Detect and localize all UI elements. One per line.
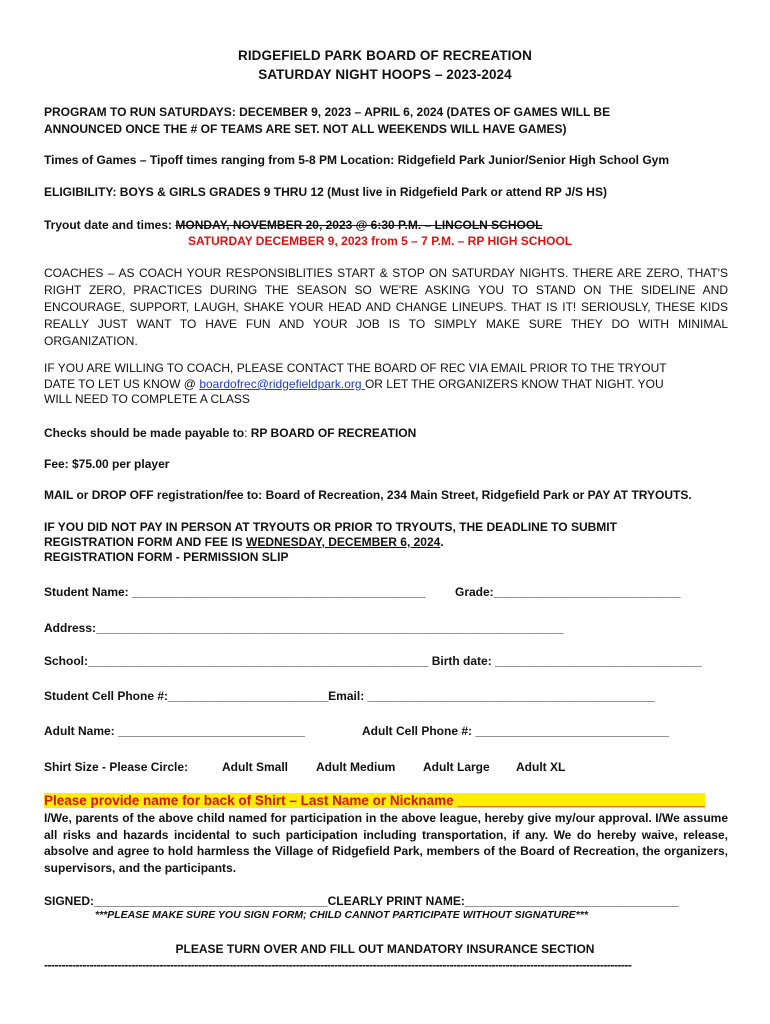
coach-contact-line-2 (44, 377, 664, 391)
document-title: RIDGEFIELD PARK BOARD OF RECREATION (237, 48, 532, 63)
grade-field[interactable]: Grade:____________________________ (455, 585, 681, 599)
waiver-paragraph: I/We, parents of the above child named for participation in the above league, hereby give my/our approval. I/We assume all risks and hazards incidental to such participation including transportation, if any. We do hereby waive, release, absolve and agree to hold harmless the Village of Ridgefield Park, members of the Board of Recreation, the organizers, supervisors, and the participants. (44, 811, 728, 875)
student-cell-email-field[interactable]: Student Cell Phone #:________________________Email: ___________________________________________ (44, 689, 655, 703)
deadline-suffix: . (440, 535, 444, 549)
shirt-name-field[interactable]: Please provide name for back of Shirt – Last Name or Nickname _________________________________ (44, 793, 706, 808)
program-line-1: PROGRAM TO RUN SATURDAYS: DECEMBER 9, 2023 – APRIL 6, 2024 (DATES OF GAMES WILL BE (44, 105, 611, 119)
shirt-size-label: Shirt Size - Please Circle: (44, 760, 189, 774)
checks-payable (44, 426, 416, 440)
divider-line: ------------------------------------------------------------------------------------------------------------------------------------------------------------------------ (44, 958, 632, 972)
game-times: Times of Games – Tipoff times ranging from 5-8 PM Location: Ridgefield Park Junior/Senior High School Gym (44, 153, 669, 167)
form-title: REGISTRATION FORM - PERMISSION SLIP (44, 550, 289, 564)
tryout-line (44, 218, 543, 232)
mail-instructions: MAIL or DROP OFF registration/fee to: Board of Recreation, 234 Main Street, Ridgefield Park or PAY AT TRYOUTS. (44, 488, 692, 502)
shirt-option-small[interactable]: Adult Small (222, 760, 289, 774)
school-birthdate-field[interactable]: School:___________________________________________________ Birth date: _______________________________ (44, 654, 702, 668)
deadline-prefix: REGISTRATION FORM AND FEE IS (44, 535, 247, 549)
deadline-line-2 (44, 535, 444, 549)
address-field[interactable]: Address:______________________________________________________________________ (44, 621, 564, 635)
coaches-paragraph: COACHES – AS COACH YOUR RESPONSIBLITIES START & STOP ON SATURDAY NIGHTS. THERE ARE ZERO, THAT'S RIGHT ZERO, PRACTICES DURING THE SEASON SO WE'RE ASKING YOU TO STAND ON THE SIDELINE AND ENCOURAGE, SUPPORT, LAUGH, SHAKE YOUR HEAD AND CHANGE LINEUPS. THAT IS IT! SERIOUSLY, THESE KIDS REALLY JUST WANT TO HAVE FUN AND YOUR JOB IS TO SIMPLY MAKE SURE THEY DO WITH MINIMAL ORGANIZATION. (44, 266, 728, 348)
program-line-2: ANNOUNCED ONCE THE # OF TEAMS ARE SET. NOT ALL WEEKENDS WILL HAVE GAMES) (44, 122, 567, 136)
checks-label: Checks should be made payable to (44, 426, 245, 440)
turn-over-note: PLEASE TURN OVER AND FILL OUT MANDATORY INSURANCE SECTION (175, 942, 595, 956)
checks-colon: : (244, 426, 251, 440)
shirt-option-xl[interactable]: Adult XL (516, 760, 566, 774)
signature-line[interactable]: SIGNED:___________________________________CLEARLY PRINT NAME:________________________________ (44, 894, 679, 908)
coach-contact-suffix: OR LET THE ORGANIZERS KNOW THAT NIGHT. YOU (364, 377, 664, 391)
email-link[interactable]: boardofrec@ridgefieldpark.org (199, 377, 365, 391)
tryout-label: Tryout date and times: (44, 218, 176, 232)
eligibility: ELIGIBILITY: BOYS & GIRLS GRADES 9 THRU 12 (Must live in Ridgefield Park or attend RP J/S HS) (44, 185, 607, 199)
document-subtitle: SATURDAY NIGHT HOOPS – 2023-2024 (258, 67, 512, 82)
deadline-date: WEDNESDAY, DECEMBER 6, 2024 (246, 535, 441, 549)
shirt-option-medium[interactable]: Adult Medium (316, 760, 396, 774)
fee: Fee: $75.00 per player (44, 457, 170, 471)
sign-note: ***PLEASE MAKE SURE YOU SIGN FORM; CHILD CANNOT PARTICIPATE WITHOUT SIGNATURE*** (95, 909, 588, 921)
tryout-old-date: MONDAY, NOVEMBER 20, 2023 @ 6:30 P.M. – LINCOLN SCHOOL (175, 218, 543, 232)
coach-contact-line-1: IF YOU ARE WILLING TO COACH, PLEASE CONTACT THE BOARD OF REC VIA EMAIL PRIOR TO THE TRYOUT (44, 361, 667, 375)
adult-name-field[interactable]: Adult Name: ____________________________ (44, 724, 305, 738)
checks-payee: RP BOARD OF RECREATION (250, 426, 417, 440)
coach-contact-prefix: DATE TO LET US KNOW @ (44, 377, 200, 391)
deadline-line-1: IF YOU DID NOT PAY IN PERSON AT TRYOUTS OR PRIOR TO TRYOUTS, THE DEADLINE TO SUBMIT (44, 520, 617, 534)
shirt-option-large[interactable]: Adult Large (423, 760, 490, 774)
coach-contact-line-3: WILL NEED TO COMPLETE A CLASS (44, 392, 250, 406)
adult-cell-field[interactable]: Adult Cell Phone #: _____________________________ (362, 724, 669, 738)
student-name-field[interactable]: Student Name: ____________________________________________ (44, 585, 426, 599)
tryout-new-date: SATURDAY DECEMBER 9, 2023 from 5 – 7 P.M. – RP HIGH SCHOOL (188, 234, 573, 248)
